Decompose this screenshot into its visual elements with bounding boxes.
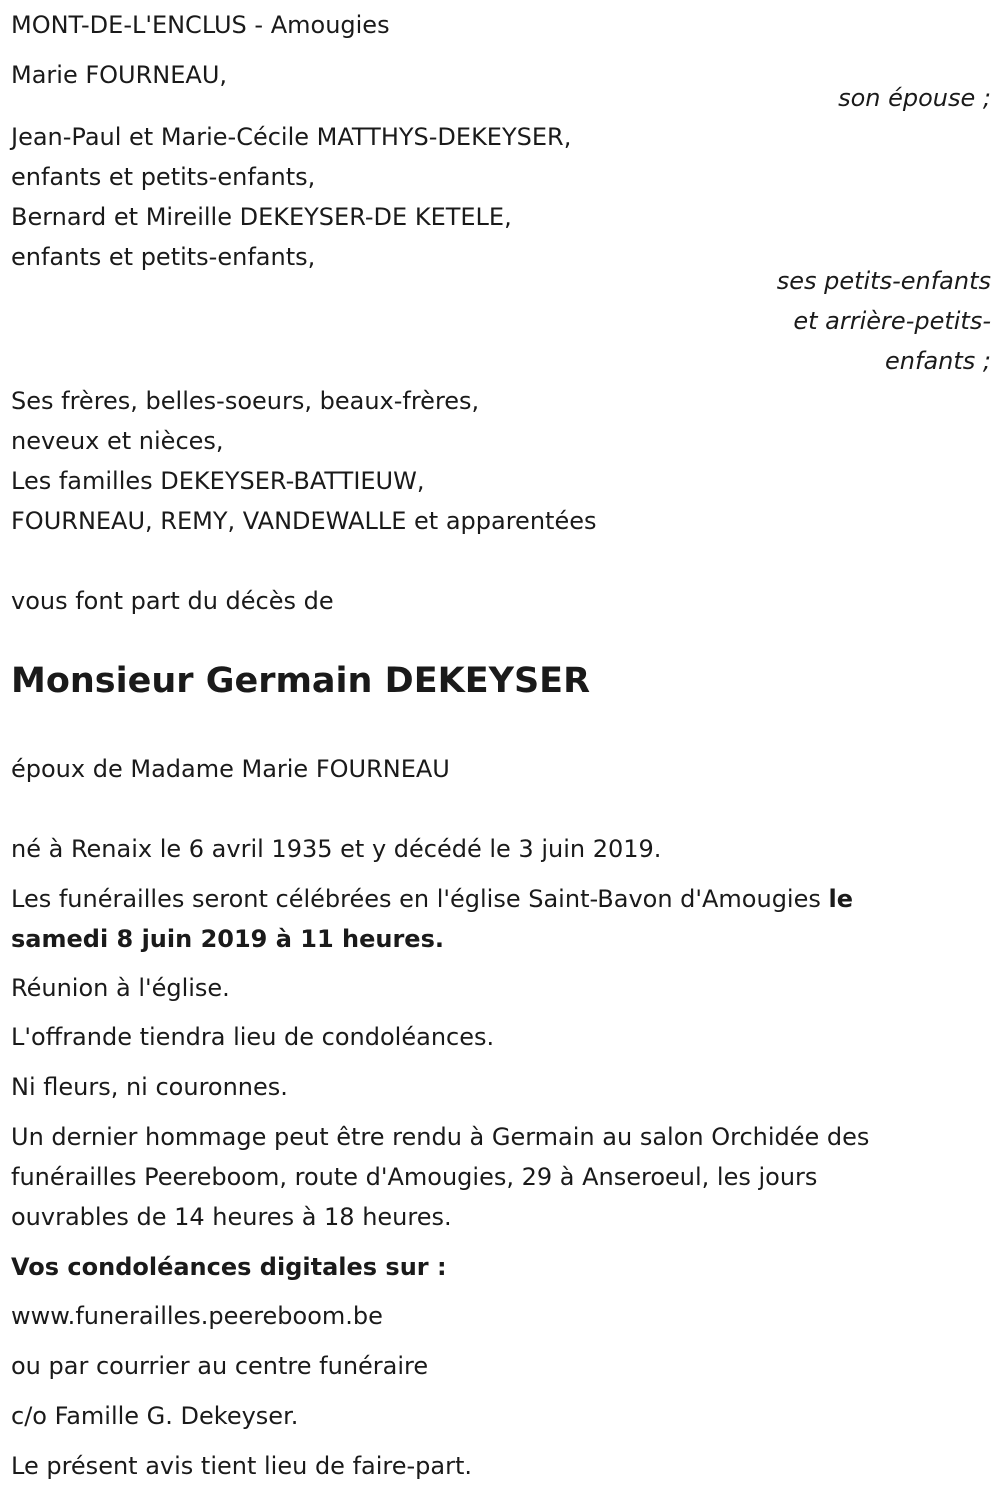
location-header: MONT-DE-L'ENCLUS - Amougies (11, 11, 390, 39)
funeral-text: Les funérailles seront célébrées en l'église Saint-Bavon d'Amougies (11, 885, 829, 913)
tribute-line: Un dernier hommage peut être rendu à Germain au salon Orchidée des (11, 1123, 870, 1151)
website-link[interactable]: www.funerailles.peereboom.be (11, 1302, 383, 1330)
relatives-line: Les familles DEKEYSER-BATTIEUW, (11, 467, 425, 495)
meeting-note: Réunion à l'église. (11, 974, 230, 1002)
tribute-line: funérailles Peereboom, route d'Amougies, 29 à Anseroeul, les jours (11, 1163, 818, 1191)
grandchildren-role: et arrière-petits- (793, 307, 991, 335)
spouse-of: époux de Madame Marie FOURNEAU (11, 755, 450, 783)
funeral-date-start: le (828, 885, 854, 913)
children-line: Bernard et Mireille DEKEYSER-DE KETELE, (11, 203, 512, 231)
notice-line: Le présent avis tient lieu de faire-part. (11, 1452, 473, 1480)
flowers-note: Ni fleurs, ni couronnes. (11, 1073, 288, 1101)
funeral-date: samedi 8 juin 2019 à 11 heures. (11, 925, 444, 953)
offering-note: L'offrande tiendra lieu de condoléances. (11, 1023, 495, 1051)
obituary-page (11, 0, 991, 1500)
relatives-line: neveux et nièces, (11, 427, 224, 455)
spouse-role: son épouse ; (838, 84, 991, 112)
tribute-line: ouvrables de 14 heures à 18 heures. (11, 1203, 452, 1231)
children-line: enfants et petits-enfants, (11, 243, 316, 271)
grandchildren-role: enfants ; (885, 347, 991, 375)
announcement-intro: vous font part du décès de (11, 587, 334, 615)
deceased-name: Monsieur Germain DEKEYSER (11, 661, 591, 701)
birth-death: né à Renaix le 6 avril 1935 et y décédé le 3 juin 2019. (11, 835, 662, 863)
funeral-line (11, 884, 853, 914)
children-line: enfants et petits-enfants, (11, 163, 316, 191)
spouse-name: Marie FOURNEAU, (11, 61, 228, 89)
relatives-line: FOURNEAU, REMY, VANDEWALLE et apparentées (11, 507, 597, 535)
relatives-line: Ses frères, belles-soeurs, beaux-frères, (11, 387, 480, 415)
care-of: c/o Famille G. Dekeyser. (11, 1402, 299, 1430)
mail-note: ou par courrier au centre funéraire (11, 1352, 429, 1380)
condolences-heading: Vos condoléances digitales sur : (11, 1253, 447, 1281)
grandchildren-role: ses petits-enfants (776, 267, 991, 295)
children-line: Jean-Paul et Marie-Cécile MATTHYS-DEKEYSER, (11, 123, 572, 151)
